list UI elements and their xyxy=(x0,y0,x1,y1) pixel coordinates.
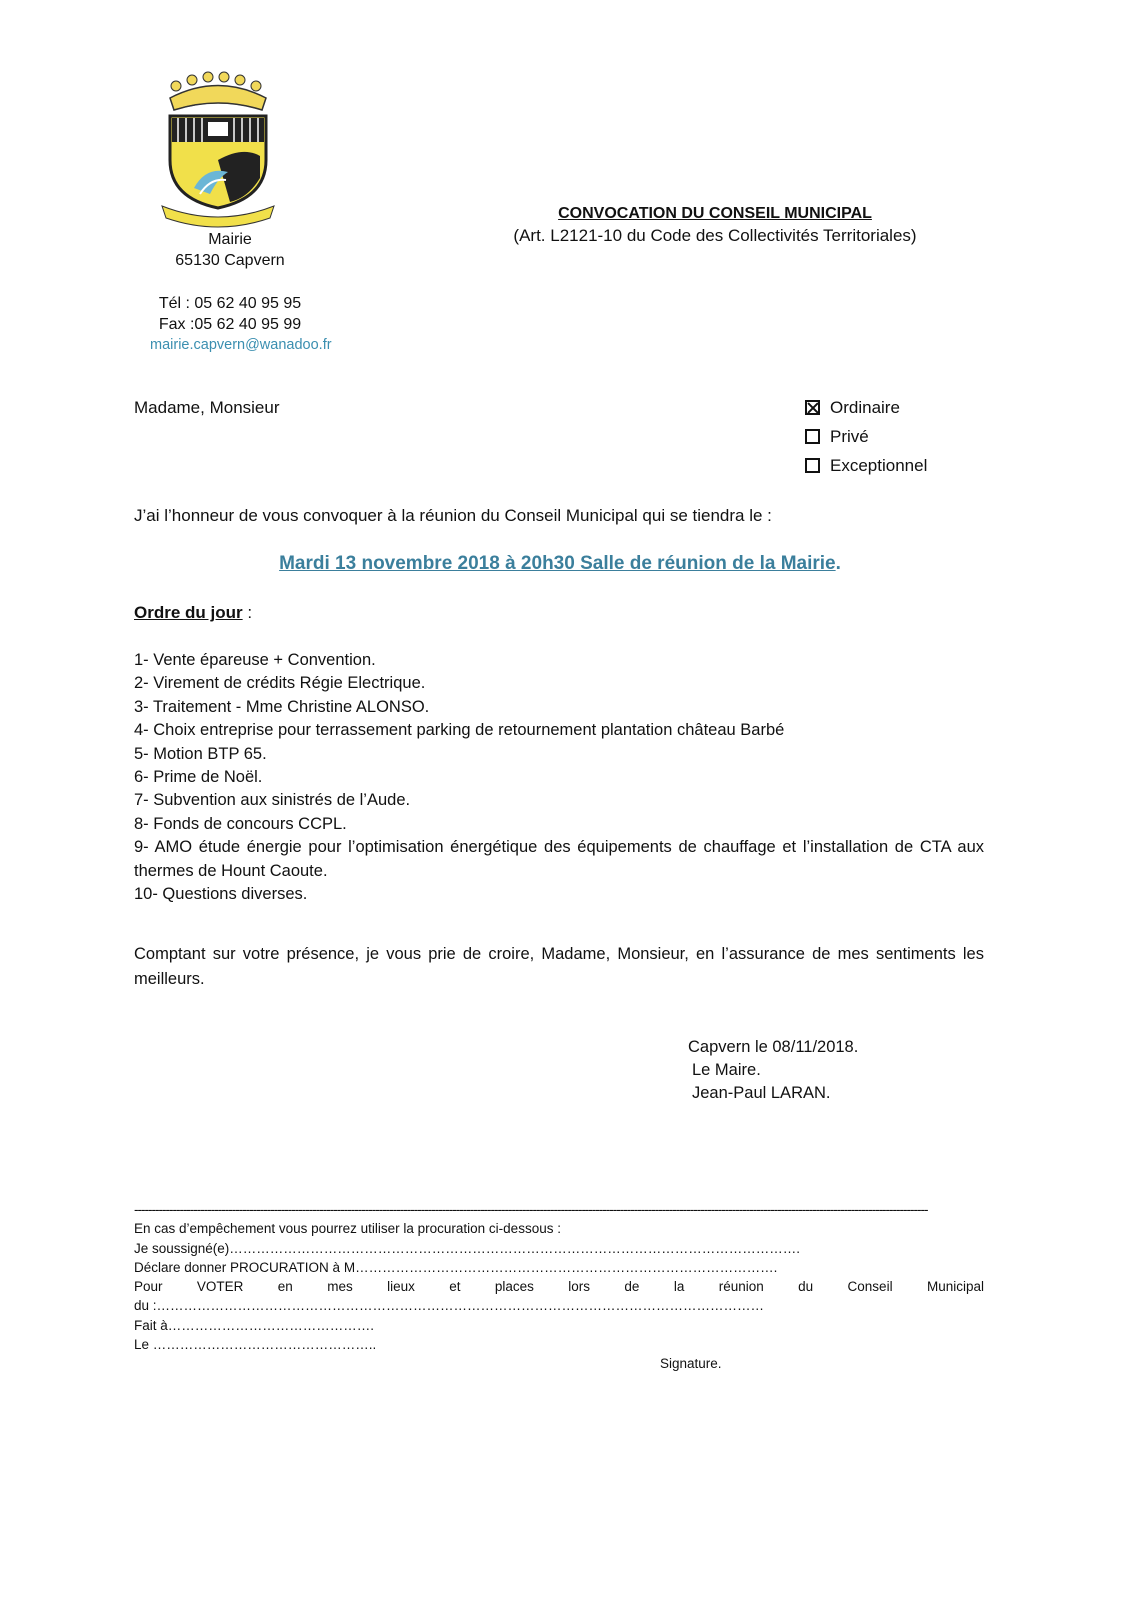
session-type-list xyxy=(805,393,927,480)
session-type-exceptionnel[interactable] xyxy=(805,451,927,480)
word: lieux xyxy=(387,1279,415,1295)
procuration-line-soussigne[interactable]: Je soussigné(e)………………………………………………………………………………………………………………. xyxy=(134,1240,801,1256)
word: en xyxy=(277,1279,293,1295)
mairie-name: Mairie xyxy=(208,231,252,248)
closing-paragraph: Comptant sur votre présence, je vous prie de croire, Madame, Monsieur, en l’assurance de mes sentiments les meilleurs. xyxy=(134,945,984,988)
session-type-label: Ordinaire xyxy=(830,397,900,417)
mairie-address xyxy=(150,229,310,271)
procuration-form xyxy=(134,1200,984,1374)
place-date: Capvern le 08/11/2018. xyxy=(688,1038,859,1056)
checkbox-empty-icon[interactable] xyxy=(805,458,820,473)
title-sub: (Art. L2121-10 du Code des Collectivités Territoriales) xyxy=(513,226,917,245)
word: du xyxy=(798,1279,814,1295)
agenda-item: 9- AMO étude énergie pour l’optimisation énergétique des équipements de chauffage et l’installation de CTA aux thermes de Hount Caoute. xyxy=(134,838,984,880)
procuration-line-place[interactable]: Fait à………………………………………. xyxy=(134,1317,375,1333)
agenda-item: 6- Prime de Noël. xyxy=(134,768,263,787)
word: et xyxy=(449,1279,461,1295)
session-type-label: Exceptionnel xyxy=(830,455,928,475)
word: mes xyxy=(327,1279,353,1295)
meeting-period: . xyxy=(835,553,841,574)
procuration-line-vote xyxy=(134,1277,984,1296)
word: réunion xyxy=(718,1279,764,1295)
procuration-line-le[interactable]: Le ………………………………………….. xyxy=(134,1337,377,1353)
agenda-item: 3- Traitement - Mme Christine ALONSO. xyxy=(134,697,430,716)
agenda-colon: : xyxy=(242,603,253,622)
signature-block xyxy=(688,1036,858,1105)
agenda-list xyxy=(134,649,984,906)
mairie-contact xyxy=(150,293,310,335)
checkbox-checked-icon[interactable] xyxy=(805,400,820,415)
session-type-prive[interactable] xyxy=(805,422,927,451)
word: Conseil xyxy=(847,1279,893,1295)
word: lors xyxy=(568,1279,591,1295)
agenda-item: 4- Choix entreprise pour terrassement parking de retournement plantation château Barbé xyxy=(134,721,785,740)
meeting-date-place: Mardi 13 novembre 2018 à 20h30 Salle de réunion de la Mairie xyxy=(279,553,836,574)
agenda-item: 2- Virement de crédits Régie Electrique. xyxy=(134,674,426,693)
agenda-title: Ordre du jour xyxy=(134,603,243,622)
agenda-item: 8- Fonds de concours CCPL. xyxy=(134,814,347,833)
title-main: CONVOCATION DU CONSEIL MUNICIPAL xyxy=(558,205,872,222)
mairie-tel: Tél : 05 62 40 95 95 xyxy=(158,295,302,312)
mairie-postal: 65130 Capvern xyxy=(175,252,285,269)
procuration-signature: Signature. xyxy=(660,1356,722,1372)
agenda-item: 1- Vente épareuse + Convention. xyxy=(134,651,376,669)
word: VOTER xyxy=(196,1279,244,1295)
procuration-line-mandataire[interactable]: Déclare donner PROCURATION à M…………………………………………………………………………………. xyxy=(134,1259,778,1275)
separator-line: ----------------------------------------------------------------------------------------------------------------------------------------------------------------------------------------------------------------------------------- xyxy=(134,1202,928,1217)
agenda-item: 10- Questions diverses. xyxy=(134,885,308,904)
procuration-line-date[interactable]: du :……………………………………………………………………………………………………………………… xyxy=(134,1298,765,1314)
agenda-heading xyxy=(134,603,252,623)
signer-name: Jean-Paul LARAN. xyxy=(692,1084,831,1102)
mairie-email[interactable]: mairie.capvern@wanadoo.fr xyxy=(150,337,332,353)
word: Pour xyxy=(134,1279,163,1295)
salutation: Madame, Monsieur xyxy=(134,398,280,417)
word: places xyxy=(494,1279,534,1295)
word: la xyxy=(673,1279,685,1295)
word: de xyxy=(624,1279,640,1295)
session-type-ordinaire[interactable] xyxy=(805,393,927,422)
word: Municipal xyxy=(926,1279,984,1295)
mairie-fax: Fax :05 62 40 95 99 xyxy=(158,316,302,333)
session-type-label: Privé xyxy=(830,426,869,446)
document-title xyxy=(480,205,950,246)
intro-text: J’ai l’honneur de vous convoquer à la réunion du Conseil Municipal qui se tiendra le : xyxy=(134,506,772,525)
meeting-details xyxy=(130,553,990,575)
procuration-intro: En cas d’empêchement vous pourrez utiliser la procuration ci-dessous : xyxy=(134,1221,561,1237)
signer-role: Le Maire. xyxy=(692,1061,761,1079)
municipal-crest-logo xyxy=(148,68,288,228)
agenda-item: 7- Subvention aux sinistrés de l’Aude. xyxy=(134,791,411,810)
checkbox-empty-icon[interactable] xyxy=(805,429,820,444)
agenda-item: 5- Motion BTP 65. xyxy=(134,744,267,763)
